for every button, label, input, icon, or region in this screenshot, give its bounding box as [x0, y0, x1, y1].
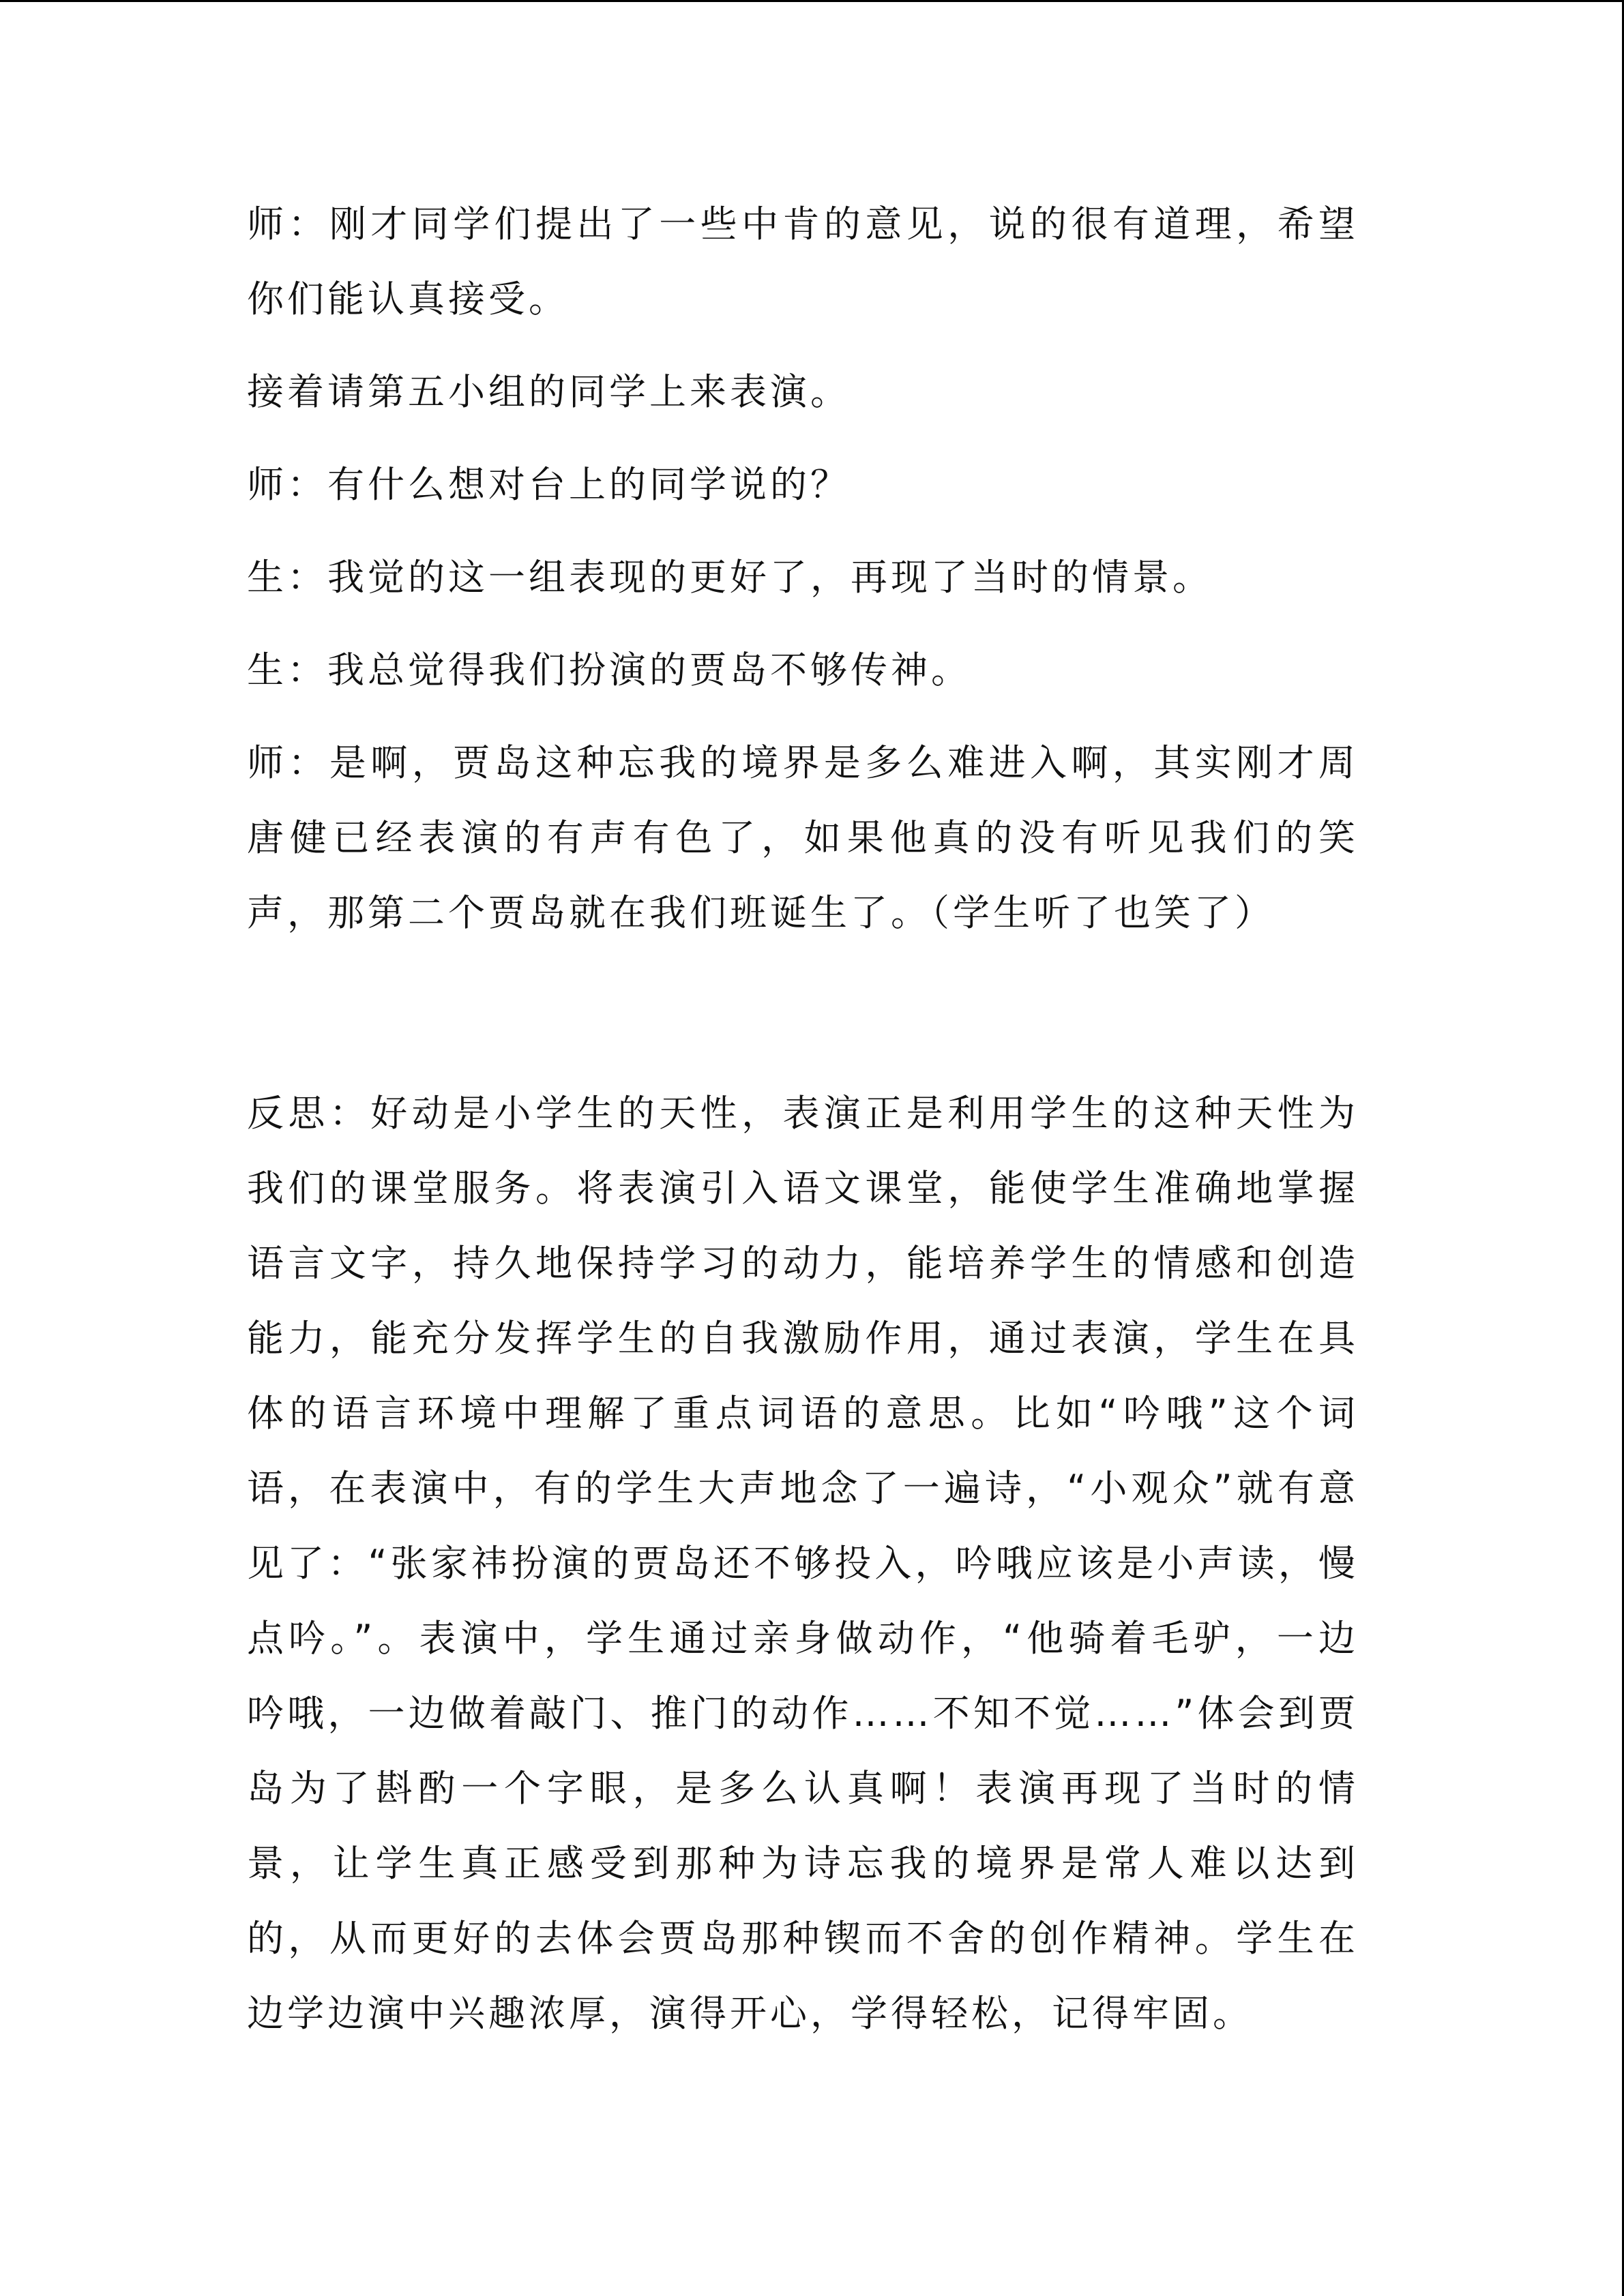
document-body [247, 187, 1359, 2051]
dialogue-line-instruction: 接着请第五小组的同学上来表演。 [247, 370, 851, 413]
reflection-paragraph: 反思：好动是小学生的天性，表演正是利用学生的这种天性为我们的课堂服务。将表演引入语文课堂，能使学生准确地掌握语言文字，持久地保持学习的动力，能培养学生的情感和创造能力，能充分发挥学生的自我激励作用，通过表演，学生在具体的语言环境中理解了重点词语的意思。比如“吟哦”这个词语，在表演中，有的学生大声地念了一遍诗，“小观众”就有意见了：“张家祎扮演的贾岛还不够投入，吟哦应该是小声读，慢点吟。”。表演中，学生通过亲身做动作，“他骑着毛驴，一边吟哦，一边做着敲门、推门的动作……不知不觉……”体会到贾岛为了斟酌一个字眼，是多么认真啊！表演再现了当时的情景，让学生真正感受到那种为诗忘我的境界是常人难以达到的，从而更好的去体会贾岛那种锲而不舍的创作精神。学生在边学边演中兴趣浓厚，演得开心，学得轻松，记得牢固。 [247, 1092, 1359, 2035]
page-top-border [0, 0, 1624, 2]
dialogue-line-student-1: 生：我觉的这一组表现的更好了，再现了当时的情景。 [247, 556, 1213, 599]
dialogue-line-teacher-2: 师：有什么想对台上的同学说的？ [247, 463, 851, 506]
section-gap [247, 968, 1359, 1076]
dialogue-line-teacher-3: 师：是啊，贾岛这种忘我的境界是多么难进入啊，其实刚才周唐健已经表演的有声有色了，如果他真的没有听见我们的笑声，那第二个贾岛就在我们班诞生了。（学生听了也笑了） [247, 741, 1359, 934]
dialogue-line-student-2: 生：我总觉得我们扮演的贾岛不够传神。 [247, 648, 971, 691]
dialogue-line-teacher-1: 师：刚才同学们提出了一些中肯的意见，说的很有道理，希望你们能认真接受。 [247, 203, 1359, 320]
